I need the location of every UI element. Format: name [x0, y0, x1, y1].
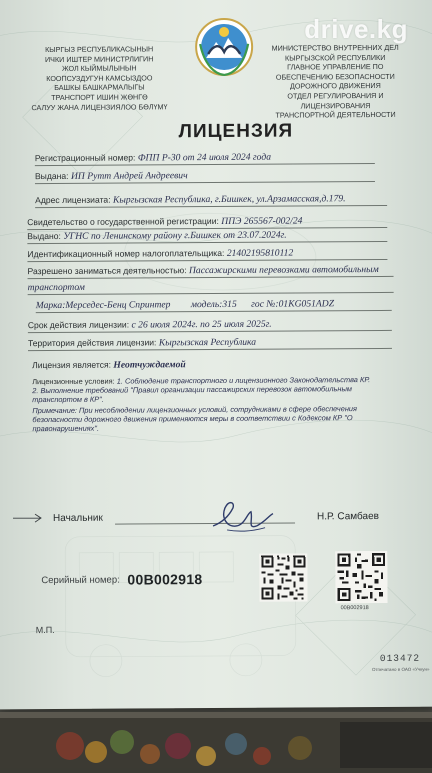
license-conditions — [32, 375, 402, 433]
vehicle-plate-value: гос №:01KG051ADZ — [251, 298, 335, 310]
activity-value: Пассажирскими перевозками автомобильным — [188, 263, 379, 277]
validity-row — [28, 317, 392, 333]
handwritten-signature — [207, 496, 277, 538]
kyrgyz-header — [20, 44, 178, 112]
ky-header-line: БАШКЫ БАШКАРМАЛЫГЫ — [54, 82, 145, 93]
ru-header-line: ДОРОЖНОГО ДВИЖЕНИЯ — [289, 81, 381, 91]
ru-header-line: КЫРГЫЗСКОЙ РЕСПУБЛИКИ — [284, 52, 386, 63]
tax-id-row — [27, 246, 387, 262]
registration-number-label: Регистрационный номер: — [34, 152, 136, 164]
territory-value: Кыргызская Республика — [158, 336, 257, 349]
registration-number-row — [35, 150, 375, 166]
issued-by-label: Выдано: — [27, 230, 61, 242]
licensee-address-row — [35, 192, 387, 208]
transferability-value: Неотчуждаемой — [113, 359, 186, 371]
condition-2: 2. Выполнение требований "Правил организации пассажирских перевозок автомобильным транспортом в КР". — [32, 384, 352, 405]
note-label: Примечание: — [32, 405, 78, 415]
condition-1: 1. Соблюдение транспортного и лицензионного Законодательства КР. — [116, 375, 371, 386]
vehicle-make-value: Марка:Мерседес-Бенц Спринтер — [35, 299, 171, 312]
activity-label: Разрешено заниматься деятельностью: — [27, 265, 187, 277]
state-registration-label: Свидетельство о государственной регистрации: — [27, 215, 219, 228]
ky-header-line: ИЧКИ ИШТЕР МИНИСТРЛИГИН — [44, 53, 154, 64]
form-number: 013472 — [379, 652, 421, 664]
vehicle-row — [36, 298, 392, 313]
ky-header-line: КЫРГЫЗ РЕСПУБЛИКАСЫНЫН — [45, 44, 154, 55]
watermark-logo: drive.kg — [304, 14, 408, 44]
transferability-label: Лицензия является: — [32, 359, 112, 371]
issued-by-value: УГНС по Ленинскому району г.Бишкек от 23.07.2024г. — [63, 229, 287, 242]
ru-header-line: ЛИЦЕНЗИРОВАНИЯ — [300, 100, 371, 111]
ru-header-line: ОТДЕЛ РЕГУЛИРОВАНИЯ И — [287, 90, 384, 101]
condition-2-line — [32, 384, 402, 405]
conditions-label: Лицензионные условия: — [32, 376, 115, 387]
qr-code-secondary — [335, 551, 387, 603]
ru-header-line: ОБЕСПЕЧЕНИЮ БЕЗОПАСНОСТИ — [275, 71, 395, 82]
issued-to-value: ИП Рутт Андрей Андреевич — [70, 170, 188, 182]
registration-number-value: ФПП Р-30 от 24 июля 2024 года — [137, 151, 272, 164]
note-line — [32, 403, 402, 433]
stamp-placeholder: М.П. — [35, 624, 55, 636]
licensee-address-value: Кыргызская Республика, г.Бишкек, ул.Арзамасская,д.179. — [112, 193, 346, 206]
issued-by-row — [27, 228, 387, 244]
printer-note: Отпечатано в ОАО «Учкун» — [371, 666, 430, 673]
ky-header-line: САЛУУ ЖАНА ЛИЦЕНЗИЯЛОО БӨЛҮМҮ — [31, 101, 168, 112]
chief-label: Начальник — [52, 512, 103, 524]
validity-value: с 26 июля 2024г. по 25 июля 2025г. — [131, 318, 272, 331]
ky-header-line: ТРАНСПОРТ ИШИН ЖӨНГӨ — [51, 92, 148, 102]
qr-caption: 00B002918 — [340, 605, 369, 612]
territory-row — [28, 335, 392, 351]
issued-to-label: Выдана: — [34, 170, 69, 182]
arrow-icon — [11, 511, 45, 525]
licensee-address-label: Адрес лицензиата: — [35, 194, 111, 206]
document-title: ЛИЦЕНЗИЯ — [178, 120, 294, 143]
tax-id-label: Идентификационный номер налогоплательщика: — [27, 247, 225, 260]
ru-header-line: ТРАНСПОРТНОЙ ДЕЯТЕЛЬНОСТИ — [275, 110, 396, 120]
ky-header-line: КООПСУЗДУГУН КАМСЫЗДОО — [46, 73, 153, 83]
territory-label: Территория действия лицензии: — [27, 337, 157, 349]
tabletop-background — [0, 712, 432, 768]
validity-label: Срок действия лицензии: — [27, 319, 130, 331]
tax-id-value: 21402195810112 — [226, 247, 294, 259]
ru-header-line: ГЛАВНОЕ УПРАВЛЕНИЕ ПО — [287, 62, 384, 72]
vehicle-model-value: модель:315 — [190, 298, 237, 311]
issued-to-row — [35, 168, 375, 184]
activity-row — [27, 263, 393, 295]
activity-value-continued: транспортом — [27, 281, 85, 294]
ru-header-line: МИНИСТЕРСТВО ВНУТРЕННИХ ДЕЛ — [271, 42, 399, 53]
note-text: При несоблюдении лицензионных условий, сотрудниками в сфере обеспечения безопасности дорожного движения применяются меры в соответствии с Кодексом КР "О правонарушениях". — [32, 403, 357, 434]
serial-number-label: Серийный номер: — [41, 574, 120, 587]
kyrgyz-emblem — [194, 14, 254, 80]
ky-header-line: ЖОЛ КЫЙМЫЛЫНЫН — [61, 63, 137, 74]
qr-code — [259, 553, 307, 601]
serial-number-value: 00В002918 — [127, 571, 203, 588]
russian-header — [260, 43, 410, 121]
transferability-row — [32, 357, 392, 372]
state-registration-value: ППЭ 265567-002/24 — [221, 215, 303, 227]
chief-name: Н.Р. Самбаев — [316, 511, 379, 523]
